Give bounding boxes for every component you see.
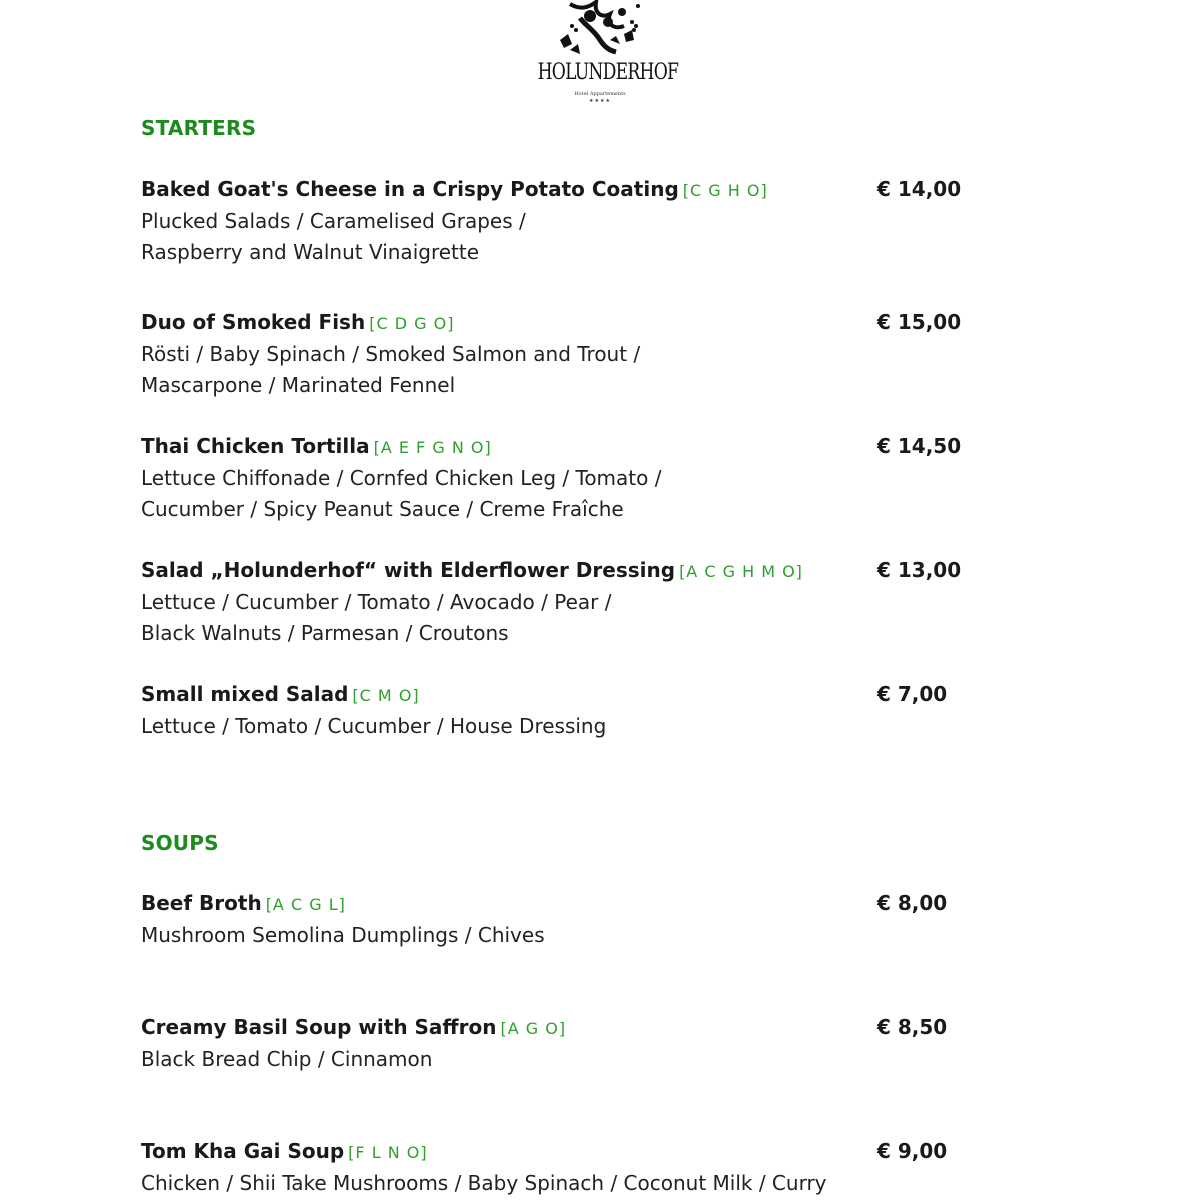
item-title — [141, 431, 971, 463]
item-description-line: Lettuce Chiffonade / Cornfed Chicken Leg / Tomato / — [141, 466, 662, 490]
menu-item — [141, 174, 971, 268]
menu-item — [141, 555, 971, 649]
item-name: Beef Broth — [141, 891, 262, 915]
item-title — [141, 1012, 971, 1044]
item-price: € 9,00 — [877, 1139, 948, 1163]
menu-item — [141, 307, 971, 401]
item-description-line: Plucked Salads / Caramelised Grapes / — [141, 209, 526, 233]
allergen-codes: [C M O] — [352, 686, 420, 705]
menu-item — [141, 679, 971, 742]
allergen-codes: [A E F G N O] — [373, 438, 492, 457]
item-description-line: Mushroom Semolina Dumplings / Chives — [141, 923, 545, 947]
item-name: Thai Chicken Tortilla — [141, 434, 370, 458]
hotel-logo — [520, 0, 680, 108]
item-description-line: Raspberry and Walnut Vinaigrette — [141, 240, 480, 264]
item-price: € 14,00 — [877, 177, 962, 201]
menu-item — [141, 431, 971, 525]
section-title-soups: SOUPS — [141, 831, 219, 855]
item-name: Small mixed Salad — [141, 682, 349, 706]
allergen-codes: [A C G L] — [265, 895, 346, 914]
item-title — [141, 679, 971, 711]
elder-branch-illustration — [550, 0, 650, 62]
item-price: € 8,00 — [877, 891, 948, 915]
star-rating: ★★★★ — [589, 98, 611, 104]
item-price: € 15,00 — [877, 310, 962, 334]
item-description-line: Mascarpone / Marinated Fennel — [141, 373, 456, 397]
item-name: Baked Goat's Cheese in a Crispy Potato Coating — [141, 177, 679, 201]
section-title-starters: STARTERS — [141, 116, 257, 140]
item-description-line: Black Walnuts / Parmesan / Croutons — [141, 621, 509, 645]
menu-item — [141, 1136, 971, 1199]
item-price: € 7,00 — [877, 682, 948, 706]
item-price: € 14,50 — [877, 434, 962, 458]
allergen-codes: [F L N O] — [348, 1143, 428, 1162]
menu-item — [141, 888, 971, 951]
allergen-codes: [A G O] — [500, 1019, 567, 1038]
item-description-line: Black Bread Chip / Cinnamon — [141, 1047, 433, 1071]
item-description-line: Rösti / Baby Spinach / Smoked Salmon and Trout / — [141, 342, 641, 366]
item-description-line: Lettuce / Tomato / Cucumber / House Dressing — [141, 714, 607, 738]
item-name: Salad „Holunderhof“ with Elderflower Dressing — [141, 558, 676, 582]
item-title — [141, 888, 971, 920]
item-name: Tom Kha Gai Soup — [141, 1139, 345, 1163]
brand-name: HOLUNDERHOF — [537, 60, 679, 85]
allergen-codes: [C G H O] — [682, 181, 768, 200]
item-price: € 13,00 — [877, 558, 962, 582]
item-title — [141, 1136, 971, 1168]
item-price: € 8,50 — [877, 1015, 948, 1039]
item-title — [141, 555, 971, 587]
allergen-codes: [C D G O] — [369, 314, 455, 333]
menu-item — [141, 1012, 971, 1075]
item-name: Duo of Smoked Fish — [141, 310, 366, 334]
allergen-codes: [A C G H M O] — [679, 562, 803, 581]
item-title — [141, 174, 971, 206]
item-title — [141, 307, 971, 339]
brand-subtitle: Hotel Appartements — [574, 91, 626, 97]
item-name: Creamy Basil Soup with Saffron — [141, 1015, 497, 1039]
item-description-line: Chicken / Shii Take Mushrooms / Baby Spinach / Coconut Milk / Curry — [141, 1171, 827, 1195]
item-description-line: Lettuce / Cucumber / Tomato / Avocado / Pear / — [141, 590, 612, 614]
item-description-line: Cucumber / Spicy Peanut Sauce / Creme Fraîche — [141, 497, 624, 521]
